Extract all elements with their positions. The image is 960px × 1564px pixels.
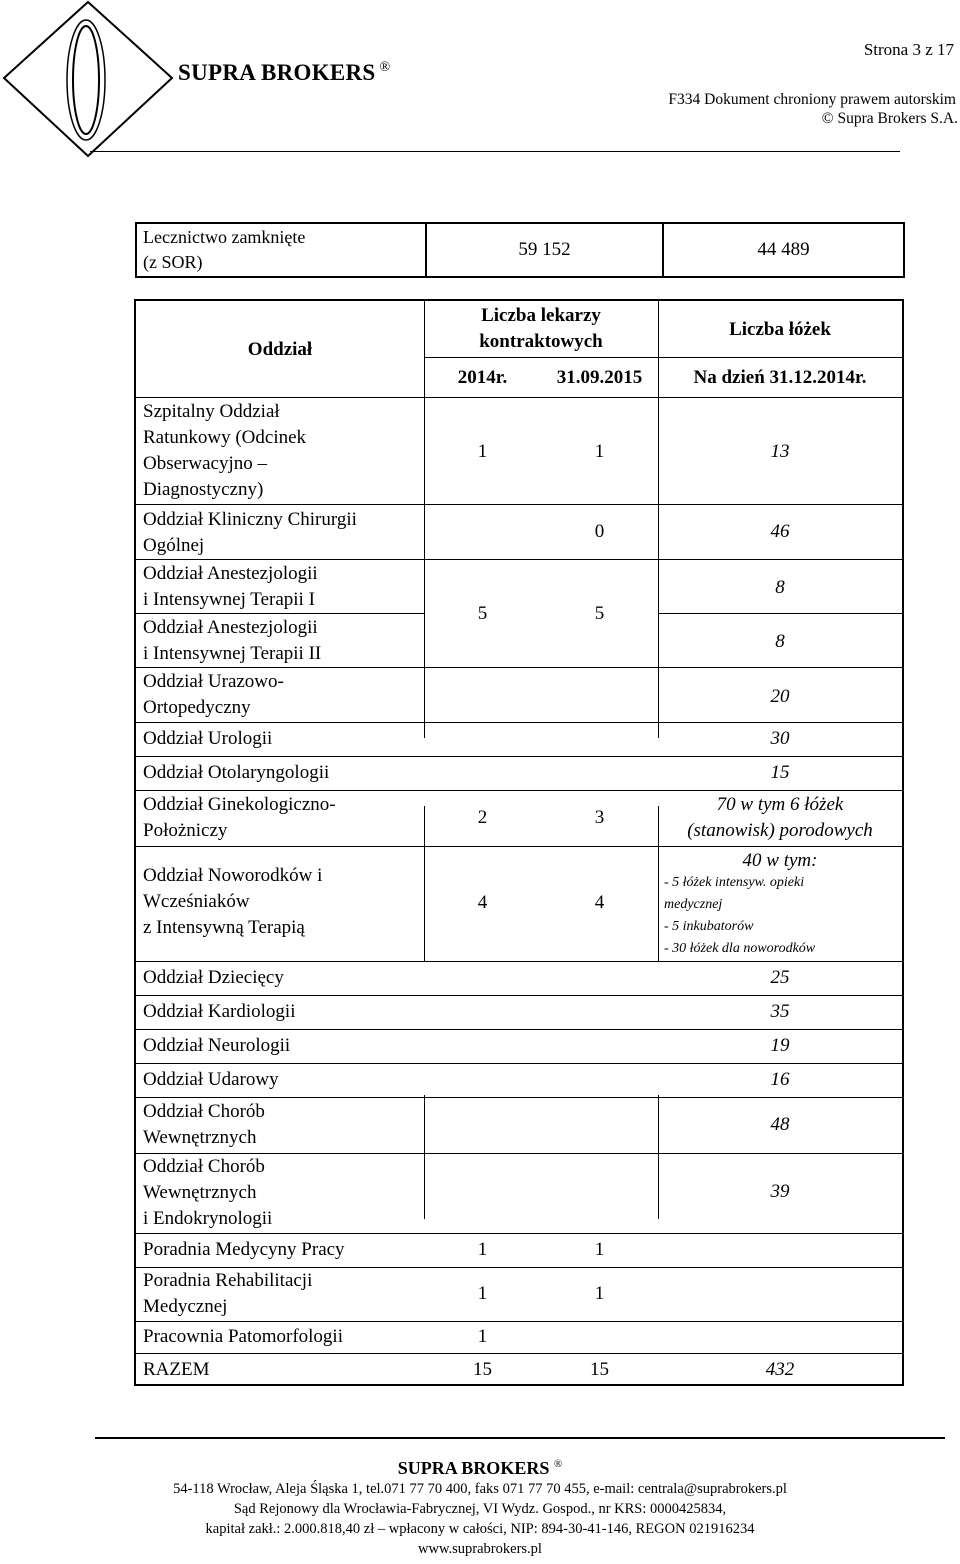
department-name-line: Poradnia Rehabilitacji — [143, 1270, 313, 1291]
subheader-beds-date: Na dzień 31.12.2014r. — [693, 367, 867, 388]
footer-capital: kapitał zakł.: 2.000.818,40 zł – wpłacony w całości, NIP: 894-30-41-146, REGON 021916234 — [205, 1521, 755, 1537]
doctors-2015: 0 — [594, 521, 605, 542]
column-header-doctors-line: kontraktowych — [479, 331, 603, 352]
beds-count: 40 w tym: — [742, 850, 818, 871]
beds-count: 25 — [770, 967, 790, 988]
total-doctors-2015: 15 — [590, 1359, 609, 1380]
department-name-line: Oddział Chorób — [143, 1101, 265, 1122]
department-name-line: Obserwacyjno – — [143, 453, 267, 474]
department-name: Oddział Udarowy — [143, 1069, 279, 1090]
company-logo — [0, 0, 175, 160]
doctors-2015: 3 — [594, 807, 605, 828]
grid-line — [136, 397, 902, 398]
doctors-2015: 1 — [594, 1283, 605, 1304]
grid-line — [658, 613, 902, 614]
grid-line — [136, 756, 902, 757]
department-name-line: Oddział Kliniczny Chirurgii — [143, 509, 357, 530]
departments-table — [134, 299, 904, 1386]
department-name — [143, 615, 321, 667]
grid-line — [136, 846, 902, 847]
grid-line — [424, 357, 904, 358]
grid-line — [136, 1063, 902, 1064]
department-name-line: Oddział Ginekologiczno- — [143, 794, 336, 815]
department-name: Oddział Kardiologii — [143, 1001, 296, 1022]
summary-table — [135, 222, 905, 278]
grid-line — [136, 790, 902, 791]
beds-count: 15 — [770, 762, 790, 783]
department-name: Poradnia Medycyny Pracy — [143, 1239, 345, 1260]
department-name-line: i Endokrynologii — [143, 1208, 273, 1229]
department-name-line: Oddział Noworodków i — [143, 865, 323, 886]
beds-count: 8 — [775, 631, 785, 652]
total-beds: 432 — [765, 1359, 795, 1380]
beds-count: 48 — [770, 1114, 790, 1135]
grid-line — [136, 1029, 902, 1030]
total-doctors-2014: 15 — [473, 1359, 492, 1380]
department-name-line: z Intensywną Terapią — [143, 917, 305, 938]
grid-line — [136, 1233, 902, 1234]
subheader-2014: 2014r. — [457, 367, 508, 388]
department-name — [143, 1268, 312, 1320]
document-code: F334 Dokument chroniony prawem autorskim — [668, 91, 956, 108]
department-name — [143, 507, 357, 559]
beds-note-line: - 5 inkubatorów — [664, 919, 754, 934]
beds-note-line: (stanowisk) porodowych — [687, 820, 873, 841]
department-name — [143, 1099, 265, 1151]
department-name: Oddział Dziecięcy — [143, 967, 284, 988]
department-name-line: Ratunkowy (Odcinek — [143, 427, 307, 448]
department-name-line: Oddział Urazowo- — [143, 671, 284, 692]
beds-count: 46 — [770, 521, 790, 542]
grid-line — [136, 961, 902, 962]
department-name-line: Diagnostyczny) — [143, 479, 264, 500]
beds-count: 39 — [770, 1181, 790, 1202]
grid-line — [136, 504, 902, 505]
doctors-2014: 1 — [477, 441, 488, 462]
doctors-2015: 1 — [594, 1239, 605, 1260]
column-header-beds: Liczba łóżek — [729, 319, 831, 340]
grid-line — [136, 722, 902, 723]
brand-name: SUPRA BROKERS ® — [178, 60, 391, 85]
department-name-line: Ogólnej — [143, 535, 205, 556]
total-label: RAZEM — [143, 1359, 210, 1380]
doctors-2015: 4 — [594, 892, 605, 913]
footer-website: www.suprabrokers.pl — [418, 1541, 542, 1557]
department-name — [143, 561, 318, 613]
beds-count: 30 — [770, 728, 790, 749]
department-name-line: Oddział Anestezjologii — [143, 563, 318, 584]
page-number: Strona 3 z 17 — [863, 40, 954, 59]
column-header-department: Oddział — [247, 339, 313, 360]
footer-court: Sąd Rejonowy dla Wrocławia-Fabrycznej, VI Wydz. Gospod., nr KRS: 0000425834, — [233, 1501, 727, 1517]
header-divider — [90, 151, 900, 152]
beds-count: 20 — [770, 686, 790, 707]
table-row — [136, 223, 904, 277]
summary-value-2: 44 489 — [663, 223, 904, 277]
doctors-2014: 5 — [477, 603, 488, 624]
department-name-line: Szpitalny Oddział — [143, 401, 280, 422]
summary-label — [136, 223, 426, 277]
beds-note-line: medycznej — [664, 897, 723, 912]
beds-note-line: - 5 łóżek intensyw. opieki — [664, 875, 805, 890]
department-name-line: i Intensywnej Terapii II — [143, 643, 322, 664]
summary-label-line: (z SOR) — [143, 252, 203, 272]
department-name-line: i Intensywnej Terapii I — [143, 589, 315, 610]
beds-count: 13 — [770, 441, 790, 462]
department-name-line: Oddział Chorób — [143, 1156, 265, 1177]
department-name-line: Oddział Anestezjologii — [143, 617, 318, 638]
beds-count — [658, 792, 902, 844]
grid-line — [136, 1321, 902, 1322]
department-name-line: Wewnętrznych — [143, 1127, 257, 1148]
grid-line — [136, 667, 902, 668]
department-name-line: Położniczy — [143, 820, 228, 841]
doctors-2014: 2 — [477, 807, 488, 828]
doctors-2014: 1 — [477, 1283, 488, 1304]
subheader-2015: 31.09.2015 — [556, 367, 643, 388]
department-name-line: Wcześniaków — [143, 891, 250, 912]
doctors-2015: 1 — [594, 441, 605, 462]
grid-line — [136, 559, 902, 560]
department-name — [143, 1154, 272, 1232]
doctors-2014: 1 — [477, 1326, 488, 1347]
grid-line — [136, 1353, 902, 1354]
doctors-2014: 4 — [477, 892, 488, 913]
beds-count: 19 — [770, 1035, 790, 1056]
department-name: Pracownia Patomorfologii — [143, 1326, 343, 1347]
beds-note-line: 70 w tym 6 łóżek — [716, 794, 844, 815]
department-name-line: Ortopedyczny — [143, 697, 251, 718]
doctors-2015: 5 — [594, 603, 605, 624]
department-name: Oddział Urologii — [143, 728, 273, 749]
summary-value-1: 59 152 — [426, 223, 663, 277]
department-name — [143, 792, 336, 844]
department-name-line: Wewnętrznych — [143, 1182, 257, 1203]
column-header-doctors — [424, 303, 658, 355]
department-name — [143, 399, 306, 503]
grid-line — [136, 1097, 902, 1098]
doctors-2014: 1 — [477, 1239, 488, 1260]
grid-line — [136, 995, 902, 996]
department-name: Oddział Otolaryngologii — [143, 762, 330, 783]
department-name — [143, 669, 284, 721]
beds-count: 16 — [770, 1069, 790, 1090]
department-name — [143, 863, 322, 941]
department-name-line: Medycznej — [143, 1296, 228, 1317]
copyright-notice: © Supra Brokers S.A. — [821, 110, 958, 127]
beds-breakdown — [664, 872, 815, 960]
summary-label-line: Lecznictwo zamknięte — [143, 227, 306, 247]
footer-brand: SUPRA BROKERS ® — [397, 1458, 563, 1478]
column-header-doctors-line: Liczba lekarzy — [481, 305, 601, 326]
department-name: Oddział Neurologii — [143, 1035, 291, 1056]
footer-divider — [95, 1437, 945, 1439]
beds-count: 8 — [775, 577, 785, 598]
beds-note-line: - 30 łóżek dla noworodków — [664, 941, 816, 956]
footer-address: 54-118 Wrocław, Aleja Śląska 1, tel.071 77 70 400, faks 071 77 70 455, e-mail: centrala@suprabrokers.pl — [173, 1481, 787, 1497]
beds-count: 35 — [770, 1001, 790, 1022]
grid-line — [136, 613, 424, 614]
grid-line — [424, 1095, 425, 1219]
